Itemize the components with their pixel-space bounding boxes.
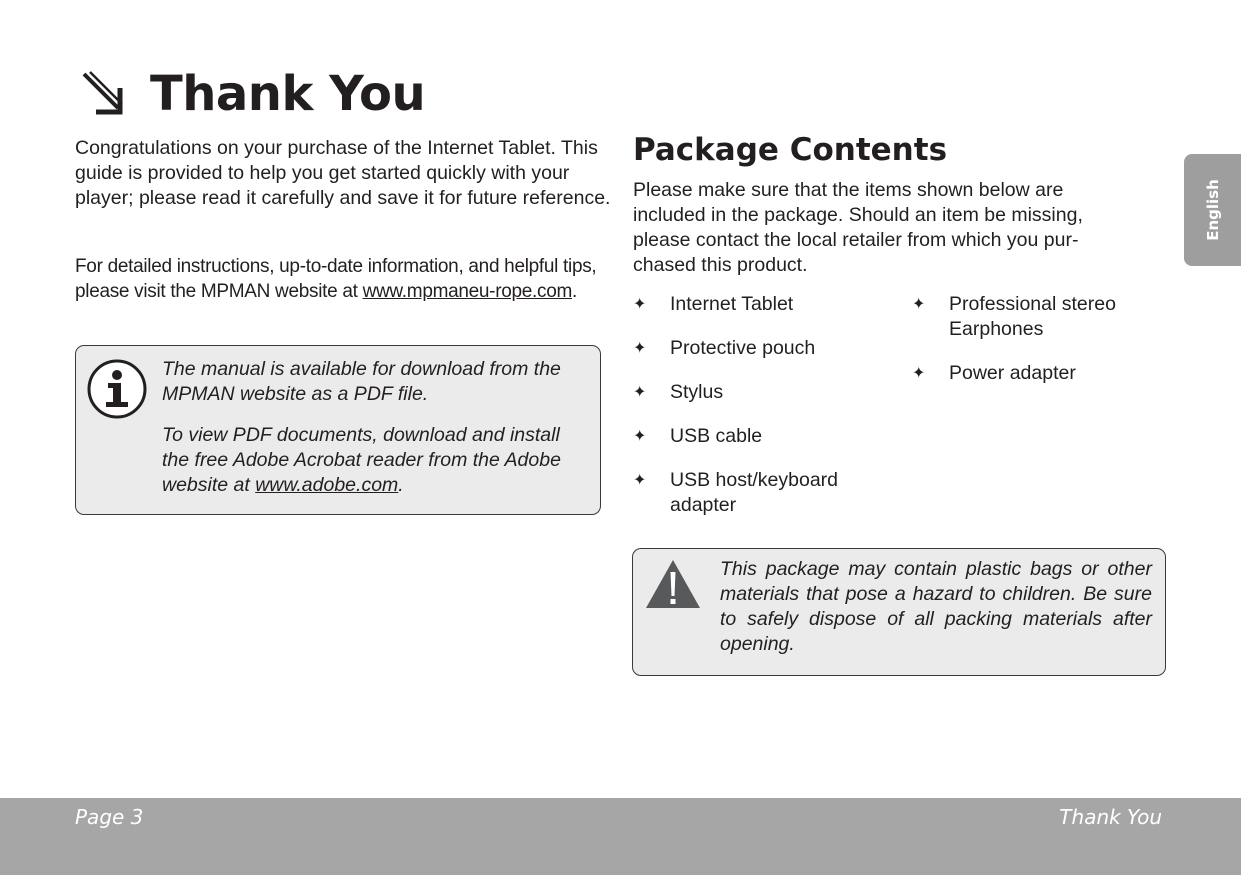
package-items-left: [633, 292, 883, 537]
bullet-star-icon: ✦: [633, 384, 647, 401]
list-item: [633, 424, 883, 449]
page-title: Thank You: [150, 66, 426, 122]
intro-paragraph: Congratulations on your purchase of the Internet Tablet. This guide is provided to help you get started quickly with your player; please read it carefully and save it for future reference.: [75, 137, 611, 209]
page-footer: [0, 798, 1241, 875]
info-note-line2-end: .: [398, 474, 404, 496]
language-tab-label: English: [1203, 179, 1222, 241]
list-item: [633, 380, 883, 405]
footer-page-number: Page 3: [75, 805, 144, 829]
list-item-label: Stylus: [670, 381, 724, 403]
page-header: [78, 66, 425, 122]
bullet-star-icon: ✦: [633, 340, 647, 357]
info-icon: [86, 358, 148, 420]
list-item-label: USB host/keyboard adapter: [670, 469, 839, 516]
list-item-label: Professional stereo Earphones: [949, 293, 1116, 340]
warning-icon: [644, 558, 702, 610]
website-paragraph-text: For detailed instructions, up-to-date information, and helpful tips, please visit the MPMAN website at: [75, 256, 597, 302]
arrow-down-right-icon: [78, 70, 126, 118]
warning-note-text: This package may contain plastic bags or other materials that pose a hazard to children. Be sure to safely dispose of all packing materials after opening.: [720, 558, 1152, 655]
list-item: [912, 292, 1152, 342]
info-note-line1: The manual is available for download from the MPMAN website as a PDF file.: [162, 358, 561, 405]
bullet-star-icon: ✦: [912, 296, 926, 313]
adobe-website-link[interactable]: www.adobe.com: [255, 474, 399, 496]
list-item: [633, 336, 883, 361]
list-item: [633, 292, 883, 317]
bullet-star-icon: ✦: [633, 428, 647, 445]
info-note-line2-text: To view PDF documents, download and install the free Adobe Acrobat reader from the Adobe website at: [162, 424, 561, 496]
list-item-label: Internet Tablet: [670, 293, 794, 315]
website-paragraph-end: .: [572, 281, 577, 302]
package-items-right: [912, 292, 1152, 405]
package-contents-description: Please make sure that the items shown below are included in the package. Should an item be missing, please contact the local retailer from which you pur-chased this product.: [633, 179, 1083, 276]
package-contents-heading: Package Contents: [633, 132, 948, 168]
list-item: [912, 361, 1152, 386]
bullet-star-icon: ✦: [912, 365, 926, 382]
list-item-label: Power adapter: [949, 362, 1076, 384]
info-note-line2: [162, 423, 592, 498]
info-note-text: [162, 357, 592, 498]
list-item-label: Protective pouch: [670, 337, 816, 359]
footer-section-title: Thank You: [1059, 805, 1162, 829]
website-paragraph: [75, 254, 615, 304]
mpman-website-link[interactable]: www.mpmaneu-rope.com: [362, 281, 573, 302]
bullet-star-icon: ✦: [633, 296, 647, 313]
list-item: [633, 468, 883, 518]
language-tab-english[interactable]: [1184, 154, 1241, 266]
bullet-star-icon: ✦: [633, 472, 647, 489]
list-item-label: USB cable: [670, 425, 763, 447]
